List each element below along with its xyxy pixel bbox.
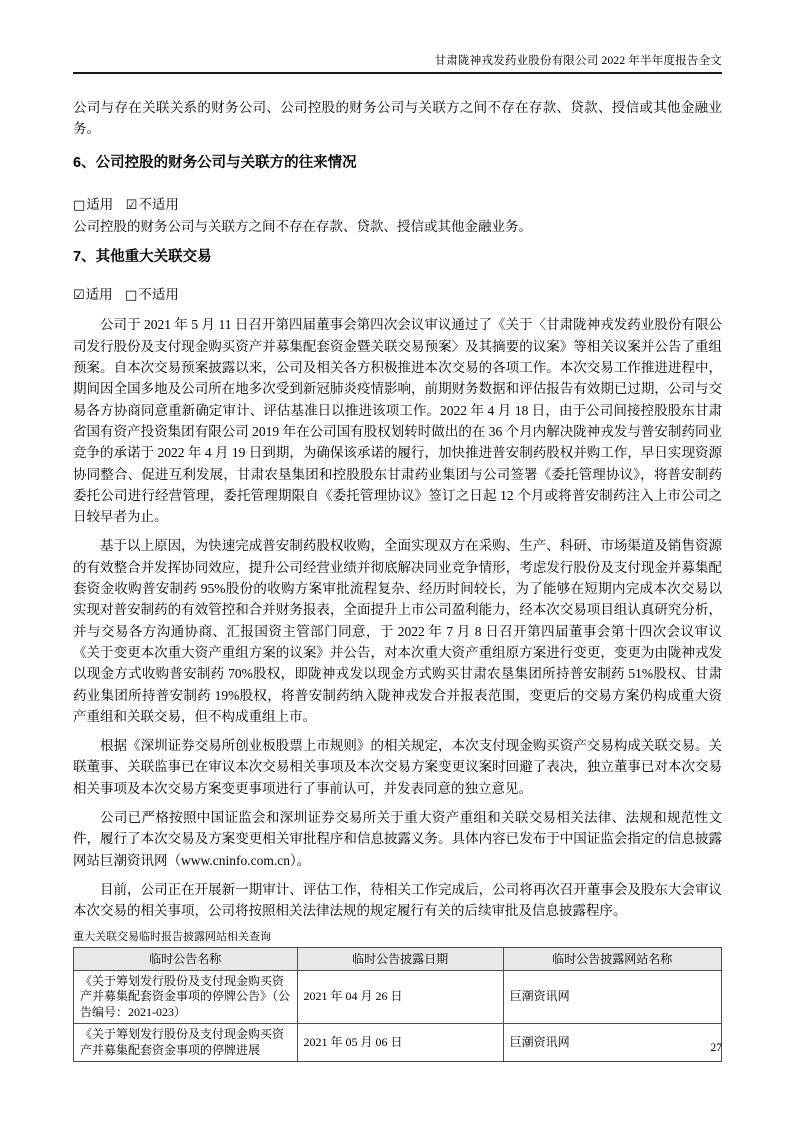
paragraph: 根据《深圳证券交易所创业板股票上市规则》的相关规定，本次支付现金购买资产交易构成关联交易。关联董事、关联监事已在审议本次交易相关事项及本次交易方案变更议案时回避了表决，独立董事已对本次交易相关事项及本次交易方案变更事项进行了事前认可，并发表同意的独立意见。 (73, 738, 722, 796)
section6-body: 公司控股的财务公司与关联方之间不存在存款、贷款、授信或其他金融业务。 (73, 218, 532, 234)
checkbox-group (73, 197, 113, 212)
section6-applicability-block (73, 194, 722, 238)
checkbox-group (126, 197, 179, 212)
applicable-label: 适用 (85, 287, 113, 303)
disclosure-date-cell: 2021 年 05 月 06 日 (297, 1024, 503, 1062)
table-caption: 重大关联交易临时报告披露网站相关查询 (73, 930, 271, 943)
not-applicable-label: 不适用 (138, 287, 179, 303)
paragraph: 公司已严格按照中国证监会和深圳证券交易所关于重大资产重组和关联交易相关法律、法规和规范性文件，履行了本次交易及方案变更相关审批程序和信息披露义务。具体内容已发布于中国证监会指定的信息披露网站巨潮资讯网（www.cninfo.com.cn）。 (73, 810, 722, 868)
table-row (74, 970, 722, 1024)
disclosure-table (73, 947, 722, 1063)
table-header-row (74, 947, 722, 970)
page-header (73, 54, 722, 74)
column-header-disclosure-date: 临时公告披露日期 (297, 947, 503, 970)
intro-text: 公司与存在关联关系的财务公司、公司控股的财务公司与关联方之间不存在存款、贷款、授信或其他金融业务。 (73, 100, 722, 137)
section6-applicability (73, 194, 722, 216)
disclosure-date-cell: 2021 年 04 月 26 日 (297, 970, 503, 1024)
checkbox-unchecked-icon: □ (73, 197, 86, 213)
checkbox-checked-icon: ☑ (125, 197, 138, 213)
applicable-label: 适用 (86, 196, 114, 212)
table-row (74, 1024, 722, 1062)
announcement-name-cell: 《关于筹划发行股份及支付现金购买资产并募集配套资金事项的停牌公告》（公告编号：2021-023） (74, 970, 298, 1024)
checkbox-group (125, 287, 179, 302)
paragraph: 公司于 2021 年 5 月 11 日召开第四届董事会第四次会议审议通过了《关于〈甘肃陇神戎发药业股份有限公司发行股份及支付现金购买资产并募集配套资金暨关联交易预案〉及其摘要的议案》等相关议案并公告了重组预案。自本次交易预案披露以来，公司及相关各方积极推进本次交易的各项工作。本次交易工作推进进程中，期间因全国多地及公司所在地多次受到新冠肺炎疫情影响，前期财务数据和评估报告有效期已过期，公司与交易各方协商同意重新确定审计、评估基准日以推进该项工作。2022 年 4 月 18 日，由于公司间接控股股东甘肃省国有资产投资集团有限公司 2019 年在公司国有股权划转时做出的在 36 个月内解决陇神戎发与普安制药同业竞争的承诺于 2022 年 4 月 19 日到期，为确保该承诺的履行，加快推进普安制药股权并购工作，早日实现资源协同整合、促进互利发展，甘肃农垦集团和控股股东甘肃药业集团与公司签署《委托管理协议》，将普安制药委托公司进行经营管理，委托管理期限自《委托管理协议》签订之日起 12 个月或将普安制药注入上市公司之日较早者为止。 (73, 317, 722, 525)
checkbox-checked-icon: ☑ (73, 288, 85, 304)
section6-heading: 6、公司控股的财务公司与关联方的往来情况 (73, 154, 357, 171)
section7-heading: 7、其他重大关联交易 (73, 249, 212, 266)
disclosure-website-cell: 巨潮资讯网 (503, 970, 721, 1024)
report-header-title: 甘肃陇神戎发药业股份有限公司 2022 年半年度报告全文 (434, 55, 722, 67)
checkbox-group (73, 287, 113, 302)
column-header-announcement-name: 临时公告名称 (74, 947, 298, 970)
checkbox-unchecked-icon: □ (125, 288, 138, 304)
not-applicable-label: 不适用 (138, 196, 179, 212)
disclosure-website-cell: 巨潮资讯网 (503, 1024, 721, 1062)
page-number: 27 (710, 1042, 722, 1054)
announcement-name-cell: 《关于筹划发行股份及支付现金购买资产并募集配套资金事项的停牌进展 (74, 1024, 298, 1062)
section7-applicability (73, 284, 722, 306)
paragraph: 目前，公司正在开展新一期审计、评估工作，待相关工作完成后，公司将再次召开董事会及股东大会审议本次交易的相关事项，公司将按照相关法律法规的规定履行有关的后续审批及信息披露程序。 (73, 881, 722, 919)
column-header-disclosure-website: 临时公告披露网站名称 (503, 947, 721, 970)
paragraph: 基于以上原因，为快速完成普安制药股权收购，全面实现双方在采购、生产、科研、市场渠道及销售资源的有效整合并发挥协同效应，提升公司经营业绩并彻底解决同业竞争情形，考虑发行股份及支付现金并募集配套资金收购普安制药 95%股份的收购方案审批流程复杂、经历时间较长，为了能够在短期内完成本次交易以实现对普安制药的有效管控和合并财务报表，全面提升上市公司盈利能力，经本次交易项目组认真研究分析，并与交易各方沟通协商、汇报国资主管部门同意，于 2022 年 7 月 8 日召开第四届董事会第十四次会议审议《关于变更本次重大资产重组方案的议案》并公告，对本次重大资产重组原方案进行变更，变更为由陇神戎发以现金方式收购普安制药 70%股权，即陇神戎发以现金方式购买甘肃农垦集团所持普安制药 51%股权、甘肃药业集团所持普安制药 19%股权，将普安制药纳入陇神戎发合并报表范围，变更后的交易方案仍构成重大资产重组和关联交易，但不构成重组上市。 (73, 538, 722, 724)
